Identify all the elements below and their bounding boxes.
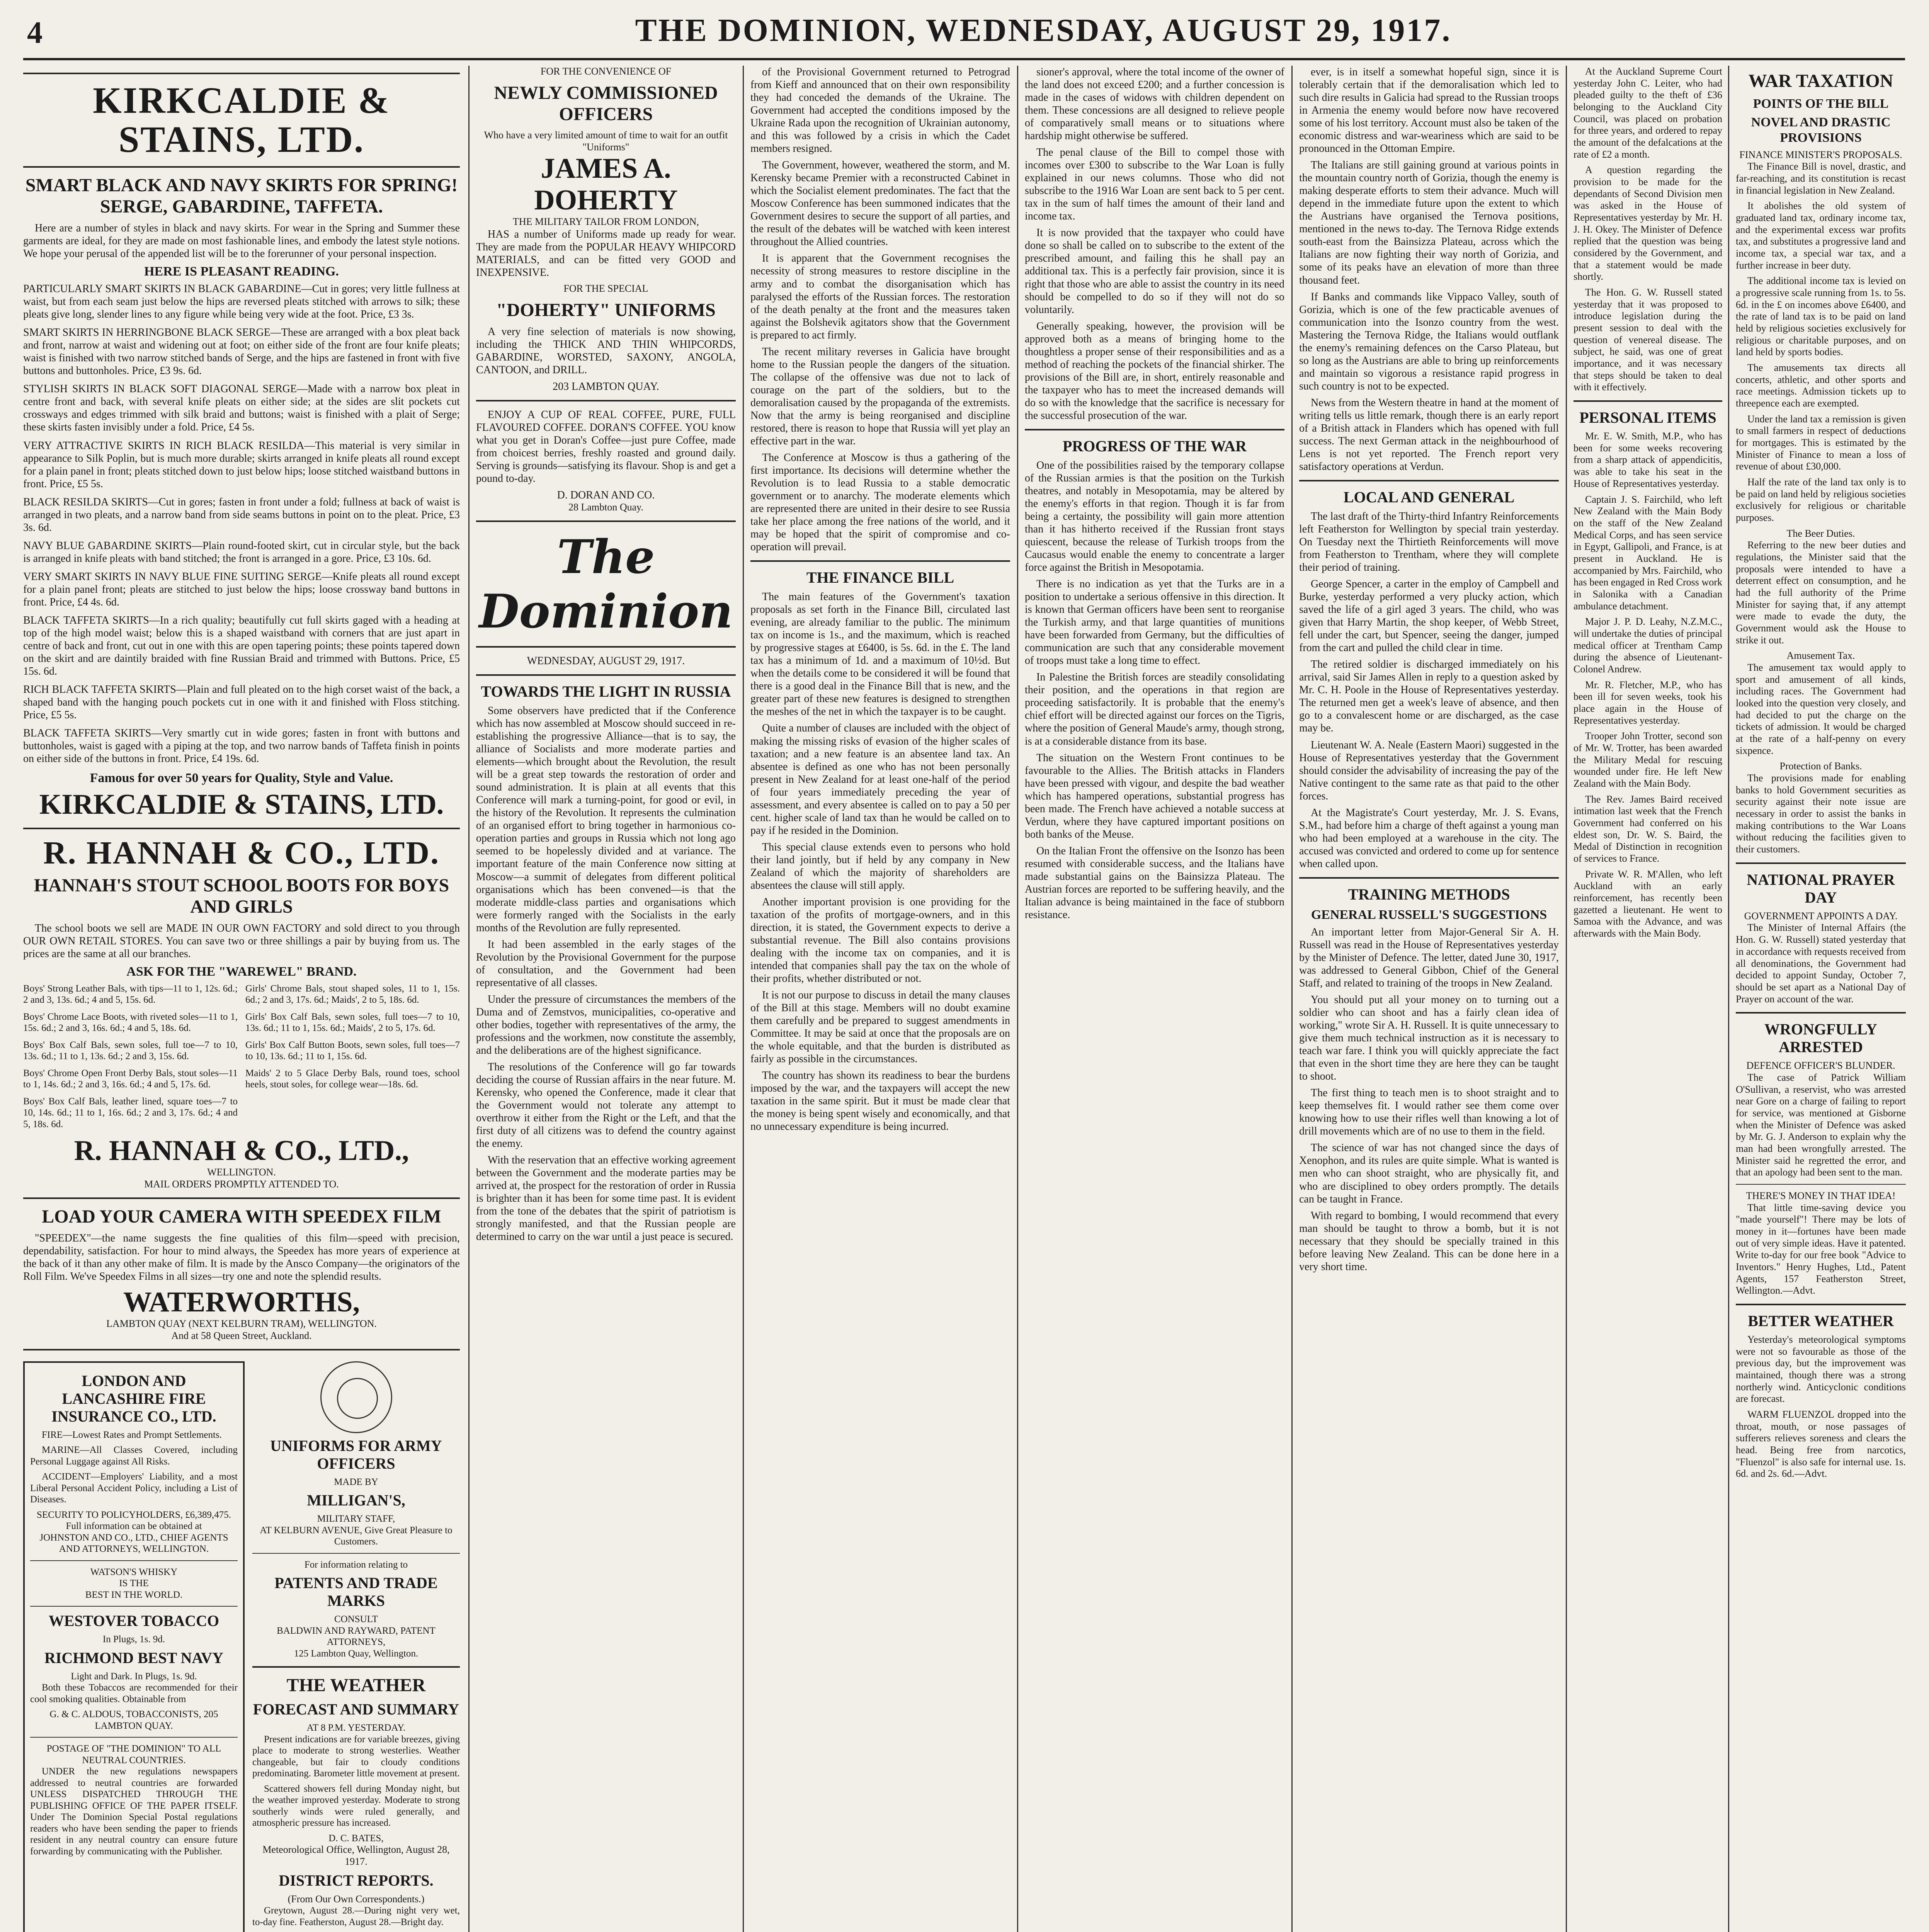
column-6 — [1573, 66, 1722, 1932]
amusement-head: Amusement Tax. — [1786, 650, 1855, 662]
finance-para: Another important provision is one providing for the taxation of the profits of mortgage-owners, and in this direction, it is stated, the Government expects to derive a substantial revenue. The Bill also contains provisions dealing with the income tax on companies, and it is intended that companies shall pay the tax on the whole of their profits, whether distributed or not. — [750, 896, 1010, 985]
war-para: There is no indication as yet that the Turks are in a position to undertake a serious offensive in this direction. It is known that German officers have been sent to reorganise the Turkish army, and that large quantities of munitions have been forwarded from Germany, but the difficulties of communication are such that any considerable movement of troops must take a long time to effect. — [1025, 578, 1284, 667]
war-para: One of the possibilities raised by the temporary collapse of the Russian armies is that the position on the Turkish theatres, and notably in Mesopotamia, may be altered by the enemy's efforts in that region. Though it is far from being a certainty, the possibility will gain more attention than it has hitherto received if the Russian front stays quiescent, because the release of Turkish troops from the Caucasus would enable the enemy to concentrate a larger force against the British in Mesopotamia. — [1025, 459, 1284, 574]
skirt-item: BLACK RESILDA SKIRTS—Cut in gores; fasten in front under a fold; fullness at back of waist is arranged in two pleats, and a narrow band from side seams buttons in point on to the pleat. Price, £3 3s. 6d. — [23, 496, 460, 534]
paper-date: WEDNESDAY, AUGUST 29, 1917. — [527, 655, 685, 667]
editorial-para: It had been assembled in the early stages of the Revolution by the Provisional Government for the purpose of consultation, and the Government had been representative of all classes. — [476, 938, 736, 989]
editorial-para: The resolutions of the Conference will go far towards deciding the course of Russian affairs in the near future. M. Kerensky, who opened the Conference, made it clear that the Government would not tolerate any attempt to overthrow it either from the Right or the Left, and that the first duty of all citizens was to defend the country against the enemy. — [476, 1061, 736, 1150]
masthead-title: THE DOMINION, WEDNESDAY, AUGUST 29, 1917. — [635, 12, 1452, 48]
hannah-footer: MAIL ORDERS PROMPTLY ATTENDED TO. — [144, 1179, 339, 1190]
doherty-trade: THE MILITARY TAILOR FROM LONDON, — [513, 216, 699, 228]
personal-para: The Rev. James Baird received intimation last week that the French Government had conferred on his eldest son, Dr. W. S. Baird, the Medal of Distinction in recognition of services to France. — [1573, 793, 1722, 864]
weather-sub: FORECAST AND SUMMARY — [253, 1701, 459, 1718]
kirkcaldie-name-repeat: KIRKCALDIE & STAINS, LTD. — [39, 789, 444, 821]
hannah-name: R. HANNAH & CO., LTD. — [43, 835, 440, 871]
taxation-para: The amusements tax directs all concerts, athletic, and other sports and race meetings. Admission tickets up to threepence each are exempted. — [1736, 362, 1906, 409]
patent-idea-head: THERE'S MONEY IN THAT IDEA! — [1746, 1190, 1896, 1201]
article-para: The recent military reverses in Galicia have brought home to the Russian people the dangers of the situation. The collapse of the offensive was due not to lack of courage on the part of the soldiers, but to the demoralisation caused by the propaganda of the extremists. Now that the army is being reorganised and discipline restored, there is reason to hope that Russia will yet play an effective part in the war. — [750, 345, 1010, 447]
personal-para: Major J. P. D. Leahy, N.Z.M.C., will undertake the duties of principal medical officer at Trentham Camp during the absence of Lieutenant-Colonel Andrew. — [1573, 616, 1722, 675]
insurance-item: MARINE—All Classes Covered, including Personal Luggage against All Risks. — [30, 1445, 238, 1467]
hannah-brand: ASK FOR THE "WAREWEL" BRAND. — [126, 964, 357, 979]
skirt-item: NAVY BLUE GABARDINE SKIRTS—Plain round-footed skirt, cut in circular style, but the back is arranged in knife pleats with band stitched; the front is arranged in a gore. Price, £3 10s. 6d. — [23, 539, 460, 565]
personal-head: PERSONAL ITEMS — [1579, 409, 1716, 427]
arrested-sub: DEFENCE OFFICER'S BLUNDER. — [1746, 1060, 1895, 1071]
article-para: The Conference at Moscow is thus a gathering of the first importance. Its decisions will determine whether the Revolution is to lead Russia to a stable democratic government or to anarchy. The moderate elements which are represented there are united in their desire to see Russia take her place among the free nations of the world, and it may be hoped that the spirit of compromise and co-operation will prevail. — [750, 451, 1010, 553]
arrested-body: The case of Patrick William O'Sullivan, a reservist, who was arrested near Gore on a charge of failing to report for service, was mentioned at Gisborne when the Minister of Defence was asked by Mr. G. J. Anderson to explain why the man had been wrongfully arrested. The Minister said he regretted the error, and that an apology had been sent to the man. — [1736, 1071, 1906, 1178]
boot-item: Boys' Box Calf Bals, leather lined, square toes—7 to 10, 14s. 6d.; 11 to 1, 16s. 6d.; 2 and 3, 17s. 6d.; 4 and 5, 18s. 6d. — [23, 1096, 238, 1129]
war-para: On the Italian Front the offensive on the Isonzo has been resumed with considerable success, and the Italians have made substantial gains on the Bainsizza Plateau. The Austrian forces are reported to be suffering heavily, and the Italian advance is being maintained in the face of stubborn resistance. — [1025, 845, 1284, 921]
postage-body: UNDER the new regulations newspapers addressed to neutral countries are forwarded UNLESS DISPATCHED THROUGH THE PUBLISHING OFFICE OF THE PAPER ITSELF. Under The Dominion Special Postal regulations readers who have been sending the paper to friends resident in any neutral country can ensure future forwarding by communicating with the Publisher. — [30, 1766, 238, 1857]
waterworths-address2: And at 58 Queen Street, Auckland. — [171, 1330, 312, 1342]
article-para: The Italians are still gaining ground at various points in the mountain country north of Gorizia, though the enemy is making desperate efforts to stem their advance. Much will depend in the immediate future upon the extent to which the Austrians have organised the Ternova positions, mentioned in the news to-day. The Ternova Ridge extends south-east from the Bainsizza Plateau, across which the Italians are now fighting their way north of Gorizia, and some of its peaks have an elevation of more than three thousand feet. — [1299, 159, 1559, 286]
kirkcaldie-headline: SMART BLACK AND NAVY SKIRTS FOR SPRING! SERGE, GABARDINE, TAFFETA. — [25, 175, 458, 217]
banks-head: Protection of Banks. — [1779, 760, 1862, 772]
hannah-city: WELLINGTON. — [207, 1167, 276, 1178]
tobacco-agent: G. & C. ALDOUS, TOBACCONISTS, 205 LAMBTON QUAY. — [49, 1709, 218, 1731]
kirkcaldie-name: KIRKCALDIE & STAINS, LTD. — [93, 80, 390, 160]
weather-head: THE WEATHER — [286, 1675, 426, 1696]
richmond-name: RICHMOND BEST NAVY — [44, 1649, 224, 1667]
insurance-info: Full information can be obtained at — [66, 1521, 202, 1532]
military-head: UNIFORMS FOR ARMY OFFICERS — [270, 1437, 442, 1472]
speedex-headline: LOAD YOUR CAMERA WITH SPEEDEX FILM — [42, 1206, 441, 1227]
prayer-day-head: NATIONAL PRAYER DAY — [1747, 871, 1895, 906]
military-ad — [252, 1357, 460, 1932]
finance-para: It is not our purpose to discuss in detail the many clauses of the Bill at this stage. Members will no doubt examine them carefully and be prepared to suggest amendments in Committee. It may be said at once that the proposals are on the whole equitable, and that the burden is distributed as fairly as possible in the circumstances. — [750, 989, 1010, 1065]
training-para: With regard to bombing, I would recommend that every man should be taught to throw a bomb, but it is not necessary that they should be specially trained in this before leaving New Zealand. This can be done here in a very short time. — [1299, 1209, 1559, 1273]
boot-item: Boys' Box Calf Bals, sewn soles, full toe—7 to 10, 13s. 6d.; 11 to 1, 13s. 6d.; 2 and 3, 15s. 6d. — [23, 1039, 238, 1061]
patents-firm: BALDWIN AND RAYWARD, PATENT ATTORNEYS, — [277, 1625, 435, 1648]
hannah-headline: HANNAH'S STOUT SCHOOL BOOTS FOR BOYS AND GIRLS — [34, 875, 449, 917]
war-progress-head: PROGRESS OF THE WAR — [1062, 437, 1247, 455]
boot-item: Boys' Strong Leather Bals, with tips—11 to 1, 12s. 6d.; 2 and 3, 13s. 6d.; 4 and 5, 15s. 6d. — [23, 983, 238, 1005]
war-taxation-sub2: NOVEL AND DRASTIC PROVISIONS — [1751, 115, 1891, 145]
doherty-special: FOR THE SPECIAL — [563, 282, 648, 294]
boot-item: Girls' Box Calf Button Boots, sewn soles, full toes—7 to 10, 13s. 6d.; 11 to 1, 15s. 6d. — [245, 1039, 460, 1061]
column-rule — [1291, 66, 1293, 1932]
war-taxation-sub3: FINANCE MINISTER'S PROPOSALS. — [1739, 149, 1902, 160]
whisky-line: IS THE — [119, 1578, 149, 1589]
personal-para: Private W. R. M'Allen, who left Auckland with an early reinforcement, has recently been gazetted a lieutenant. He went to Samoa with the Advance, and was afterwards with the Main Body. — [1573, 868, 1722, 939]
doherty-special-body: A very fine selection of materials is now showing, including the THICK AND THIN WHIPCORDS, GABARDINE, WORSTED, SAXONY, ANGOLA, CANTOON, and DRILL. — [476, 325, 736, 376]
article-para: Generally speaking, however, the provision will be approved both as a means of bringing home to the thoughtless a proper sense of their responsibilities and as a method of reaching the pockets of the financial shirker. The provisions of the Bill are, in short, entirely reasonable and the taxpayer who has to meet the increased demands will do so with the knowledge that the sacrifice is necessary for the successful prosecution of the war. — [1025, 320, 1284, 422]
article-para: sioner's approval, where the total income of the owner of the land does not exceed £200; and a further concession is made in the cases of widows with children dependent on them. These concessions are all designed to relieve people of comparatively small means or to situations where hardship might otherwise be suffered. — [1025, 66, 1284, 142]
personal-para: Mr. R. Fletcher, M.P., who has been ill for seven weeks, took his place again in the House of Representatives yesterday. — [1573, 679, 1722, 726]
finance-para: This special clause extends even to persons who hold their land jointly, but if held by any company in New Zealand of which the majority of shareholders are absentees the clause will still apply. — [750, 841, 1010, 891]
training-para: The first thing to teach men is to shoot straight and to keep themselves fit. I would rather see them come over knowing how to use their rifles well than knowing a lot of drill movements which are of no use to them in the field. — [1299, 1087, 1559, 1138]
weather-sig2: Meteorological Office, Wellington, August 28, 1917. — [262, 1844, 450, 1867]
editorial-para: Some observers have predicted that if the Conference which has now assembled at Moscow should succeed in re-establishing the progressive Alliance—that is to say, the alliance of Socialists and more moderate parties and elements—which brought about the Revolution, the result will be a great step towards the restoration of order and sound administration. It is plain at all events that this Conference will mark a turning-point, for good or evil, in the history of the Revolution. It represents the culmination of an organised effort to bring together in harmonious co-operation parties and groups in Russia which not long ago seemed to be hopelessly divided and at variance. The important feature of the main Conference now sitting at Moscow—a summit of delegates from different political organisations which has been convened—is that the moderate middle-class parties and organisations which were formerly ranged with the Socialists in the early months of the Revolution are fully represented. — [476, 705, 736, 934]
doherty-name: JAMES A. DOHERTY — [534, 153, 678, 216]
doherty-address: 203 LAMBTON QUAY. — [553, 380, 659, 393]
military-addr: AT KELBURN AVENUE, Give Great Pleasure to Customers. — [260, 1525, 452, 1547]
doherty-sub: Who have a very limited amount of time to wait for an outfit "Uniforms" — [484, 129, 728, 153]
finance-head: THE FINANCE BILL — [806, 569, 954, 587]
crest-icon — [320, 1361, 392, 1433]
hannah-name-repeat: R. HANNAH & CO., LTD., — [74, 1135, 409, 1167]
insurance-ad — [23, 1361, 245, 1932]
weather-body2: Scattered showers fell during Monday night, but the weather improved yesterday. Moderate to strong southerly winds were ruled generally, and atmospheric pressure has increased. — [252, 1783, 460, 1828]
waterworths-name: WATERWORTHS, — [123, 1286, 360, 1318]
column-rule — [468, 66, 469, 1932]
column-rule — [1728, 66, 1729, 1932]
article-para: News from the Western theatre in hand at the moment of writing tells us little remark, though there is an early report of a British attack in Flanders which has opened with full success. The next German attack in the neighbourhood of Lens is not yet reported. The French report very satisfactory operations at Verdun. — [1299, 396, 1559, 473]
district-body: Greytown, August 28.—During night very wet, to-day fine. Featherston, August 28.—Bright day. — [252, 1905, 460, 1927]
patents-addr: 125 Lambton Quay, Wellington. — [294, 1648, 418, 1659]
banks-body: The provisions made for enabling banks to hold Government securities as security against their note issue are necessary in order to assist the banks in making contributions to the War Loans without reducing the facilities given to their customers. — [1736, 772, 1906, 855]
personal-para: Mr. E. W. Smith, M.P., who has been for some weeks recovering from a sharp attack of appendicitis, was able to take his seat in the House of Representatives yesterday. — [1573, 430, 1722, 489]
article-para: It is now provided that the taxpayer who could have done so shall be called on to subscribe to the extent of the prescribed amount, and failing this he shall pay an additional tax. This is a perfectly fair provision, since it is right that those who are able to assist the country in its need should be compelled to do so if they will not do so voluntarily. — [1025, 227, 1284, 316]
skirt-item: BLACK TAFFETA SKIRTS—Very smartly cut in wide gores; fasten in front with buttons and buttonholes, waist is gaged with a piping at the top, and two narrow bands of Taffeta finish in points on either side of the buttons in front. Price, £4 19s. 6d. — [23, 727, 460, 765]
richmond-sub: Light and Dark. In Plugs, 1s. 9d. — [71, 1671, 197, 1682]
coffee-body: ENJOY A CUP OF REAL COFFEE, PURE, FULL FLAVOURED COFFEE. DORAN'S COFFEE. YOU know what you get in Doran's Coffee—just pure Coffee, made from choicest berries, freshly roasted and ground daily. Serving is grounds—satisfying its flavour. Shop is and get a pound to-day. — [476, 408, 736, 485]
skirt-item: SMART SKIRTS IN HERRINGBONE BLACK SERGE—These are arranged with a box pleat back and front, narrow at waist and widening out at foot; on either side of the front are four knife pleats; waist is finished with two narrow stitched bands of Serge, and the hips are fastened in front with five buttons and buttonholes. Price, £3 9s. 6d. — [23, 327, 460, 377]
column-7 — [1736, 66, 1906, 1932]
doherty-special-name: "DOHERTY" UNIFORMS — [496, 299, 716, 320]
insurance-item: ACCIDENT—Employers' Liability, and a most Liberal Personal Accident Policy, including a List of Diseases. — [30, 1471, 238, 1505]
training-para: An important letter from Major-General Sir A. H. Russell was read in the House of Representatives yesterday by the Minister of Defence. The letter, dated June 30, 1917, was addressed to General Gibbon, Chief of the General Staff, and related to training of the troops in New Zealand. — [1299, 926, 1559, 990]
prayer-day-sub: GOVERNMENT APPOINTS A DAY. — [1744, 910, 1898, 922]
local-head: LOCAL AND GENERAL — [1343, 488, 1515, 506]
whisky-line: BEST IN THE WORLD. — [85, 1589, 183, 1600]
coffee-addr: 28 Lambton Quay. — [568, 502, 643, 513]
training-sub: GENERAL RUSSELL'S SUGGESTIONS — [1311, 907, 1547, 922]
war-taxation-head: WAR TAXATION — [1748, 71, 1893, 91]
weather-time: AT 8 P.M. YESTERDAY. — [306, 1723, 406, 1733]
local-para: The last draft of the Thirty-third Infantry Reinforcements left Featherston for Wellington by special train yesterday. On Tuesday next the Thirtieth Reinforcements will move from Featherston to Trentham, where they will complete their period of training. — [1299, 510, 1559, 574]
editorial-para: Under the pressure of circumstances the members of the Duma and of Zemstvos, municipalities, co-operative and other bodies, together with representatives of the army, the professions and the workmen, now constitute the assembly, and the deliberations are of the highest significance. — [476, 993, 736, 1056]
war-taxation-sub1: POINTS OF THE BILL — [1753, 97, 1889, 111]
kirkcaldie-subhead: HERE IS PLEASANT READING. — [144, 264, 339, 279]
boot-item: Girls' Box Calf Bals, sewn soles, full toes—7 to 10, 13s. 6d.; 11 to 1, 15s. 6d.; Maids', 2 to 5, 17s. 6d. — [245, 1011, 460, 1033]
patents-intro: For information relating to — [304, 1559, 408, 1570]
prayer-day-body: The Minister of Internal Affairs (the Hon. G. W. Russell) stated yesterday that in accordance with requests received from all denominations, the Government had decided to appoint Sunday, October 7, should be set apart as a National Day of Prayer on account of the war. — [1736, 922, 1906, 1005]
patents-consult: CONSULT — [334, 1614, 378, 1625]
training-para: The science of war has not changed since the days of Xenophon, and its rules are quite simple. What is wanted is men who can shoot straight, who are physically fit, and who are disciplined to obey orders promptly. The details can be taught in France. — [1299, 1142, 1559, 1205]
military-sub: MADE BY — [334, 1476, 378, 1487]
local-para: Lieutenant W. A. Neale (Eastern Maori) suggested in the House of Representatives yesterday that the Government should consider the advisability of increasing the pay of the Native contingent to the same rate as that paid to the other forces. — [1299, 739, 1559, 802]
military-name: MILLIGAN'S, — [307, 1492, 405, 1509]
skirt-item: RICH BLACK TAFFETA SKIRTS—Plain and full pleated on to the high corset waist of the back, a shaped band with the hanging pouch pockets cut in one with it and finished with Floss stitching. Price, £5 5s. — [23, 684, 460, 721]
skirt-item: VERY ATTRACTIVE SKIRTS IN RICH BLACK RESILDA—This material is very similar in appearance to Silk Poplin, but is much more durable; skirts arranged in knife pleats all round except for a plain panel in front; pleats stitched down to just below hips; loose stitched waistband buttons in front. Price, £5 5s. — [23, 439, 460, 490]
column-2 — [476, 66, 736, 1932]
doherty-body: HAS a number of Uniforms made up ready for wear. They are made from the POPULAR HEAVY WHIPCORD MATERIALS, and can be fitted very GOOD and INEXPENSIVE. — [476, 228, 736, 279]
westover-name: WESTOVER TOBACCO — [48, 1612, 219, 1630]
article-para: The penal clause of the Bill to compel those with incomes over £300 to subscribe to the War Loan is fully explained in our news columns. Those who did not subscribe to the 1916 War Loan are sent back to 5 per cent. tax in the sum of half times the amount of their land and income tax. — [1025, 146, 1284, 223]
editorial-head: TOWARDS THE LIGHT IN RUSSIA — [481, 683, 731, 701]
column-rule — [1017, 66, 1018, 1932]
column-rule — [1566, 66, 1567, 1932]
column-4 — [1025, 66, 1284, 1932]
military-name2: MILITARY STAFF, — [317, 1514, 395, 1524]
weather-body: Present indications are for variable breezes, giving place to moderate to strong westerlies. Weather changeable, but fair to cloudy conditions predominating. Barometer little movement at present. — [252, 1734, 460, 1779]
insurance-item: FIRE—Lowest Rates and Prompt Settlements. — [42, 1429, 222, 1440]
skirt-item: PARTICULARLY SMART SKIRTS IN BLACK GABARDINE—Cut in gores; very little fullness at waist, but from each seam just below the hips are reversed pleats stitched with arrows to silk; these pleats give long, slender lines to any figure while being very wide at the foot. Price, £3 3s. — [23, 283, 460, 321]
column-5 — [1299, 66, 1559, 1932]
article-para: The Hon. G. W. Russell stated yesterday that it was proposed to introduce legislation during the present session to deal with the question of venereal disease. The subject, he said, was one of great importance, and it was necessary that steps should be taken to deal with it effectively. — [1573, 287, 1722, 393]
finance-para: The country has shown its readiness to bear the burdens imposed by the war, and the taxpayers will accept the new taxation in the same spirit. But it must be made clear that the money is being spent wisely and economically, and that no unnecessary expenditure is being incurred. — [750, 1070, 1010, 1133]
coffee-name: D. DORAN AND CO. — [557, 489, 655, 502]
war-para: In Palestine the British forces are steadily consolidating their position, and the operations in that region are proceeding satisfactorily. It is probable that the enemy's chief effort will be directed against our forces on the Tigris, where the position of General Maude's army, though strong, is at a considerable distance from its base. — [1025, 671, 1284, 747]
skirt-item: VERY SMART SKIRTS IN NAVY BLUE FINE SUITING SERGE—Knife pleats all round except for a plain panel front; pleats are stitched to just below the hips; loose crossway band buttons in front. Price, £4 4s. 6d. — [23, 570, 460, 608]
beer-duties-head: The Beer Duties. — [1786, 527, 1855, 539]
ads-column-left — [23, 66, 460, 1932]
training-head: TRAINING METHODS — [1348, 885, 1510, 903]
westover-sub: In Plugs, 1s. 9d. — [102, 1634, 165, 1645]
doherty-headline: NEWLY COMMISSIONED OFFICERS — [494, 82, 718, 124]
finance-para: Quite a number of clauses are included with the object of making the missing risks of evasion of the higher scales of taxation; and a new feature is an absentee land tax. An absentee is defined as one who has not been personally present in New Zealand for at least one-half of the period of four years immediately preceding the year of assessment, and every absentee is called on to pay a 50 per cent. higher scale of land tax than he would be called on to pay if he resided in the Dominion. — [750, 722, 1010, 837]
article-para: It is apparent that the Government recognises the necessity of strong measures to restore discipline in the army and to combat the disorganisation which has paralysed the efforts of the Russian forces. The restoration of the death penalty at the front and the measures taken against the Bolshevik agitators show that the Government is prepared to act firmly. — [750, 252, 1010, 341]
masthead-rule — [23, 58, 1905, 60]
local-para: George Spencer, a carter in the employ of Campbell and Burke, yesterday performed a very plucky action, which saved the life of a girl aged 3 years. The child, who was given that Harry Martin, the shop keeper, of Webb Street, fell under the cart, but Spencer, seeing the danger, jumped from the cart and pulled the child clear in time. — [1299, 578, 1559, 654]
kirkcaldie-intro: Here are a number of styles in black and navy skirts. For wear in the Spring and Summer these garments are ideal, for they are made on most fashionable lines, and embody the latest style notions. We hope your perusal of the appended list will be to the forerunner of your personal inspection. — [23, 222, 460, 260]
paper-title: The Dominion — [479, 529, 733, 639]
boot-item: Boys' Chrome Open Front Derby Bals, stout soles—11 to 1, 14s. 6d.; 2 and 3, 16s. 6d.; 4 and 5, 17s. 6d. — [23, 1068, 238, 1090]
speedex-body: "SPEEDEX"—the name suggests the fine qualities of this film—speed with precision, dependability, satisfaction. For hour to mind always, the Speedex has more years of experience at the back of it than any other make of film. It is made by the Ansco Company—the originators of the Roll Film. We've Speedex Films in all sizes—try one and note the splendid results. — [23, 1232, 460, 1283]
district-sub: (From Our Own Correspondents.) — [287, 1893, 425, 1905]
article-para: ever, is in itself a somewhat hopeful sign, since it is tolerably certain that if the demoralisation which led to such dire results in Galicia had spread to the Russian troops in Armenia the enemy would before now have recovered some of his lost territory. Account must also be taken of the economic distress and war-weariness which are said to be pronounced in the Ottoman Empire. — [1299, 66, 1559, 155]
tobacco-body: Both these Tobaccos are recommended for their cool smoking qualities. Obtainable from — [30, 1682, 238, 1704]
local-para: At the Magistrate's Court yesterday, Mr. J. S. Evans, S.M., had before him a charge of theft against a young man who had been employed at a warehouse in the city. The accused was convicted and ordered to come up for sentence when called upon. — [1299, 806, 1559, 870]
training-para: You should put all your money on to turning out a soldier who can shoot and has a fairly clean idea of working," wrote Sir A. H. Russell. It is quite unnecessary to give them much technical instruction as it is necessary to teach war fare. I think you will quickly appreciate the fact that even in the short time they are here they can be taught to shoot. — [1299, 994, 1559, 1083]
taxation-para: Under the land tax a remission is given to small farmers in respect of deductions for mortgages. This is estimated by the Minister of Finance to mean a loss of revenue of about £30,000. — [1736, 413, 1906, 472]
editorial-para: With the reservation that an effective working agreement between the Government and the moderate parties may be arrived at, the prospect for the restoration of order in Russia is brighter than it has been for some time past. It is evident from the tone of the debates that the spirit of patriotism is strongly manifested, and that the Russian people are determined to carry on the war until a just peace is secured. — [476, 1154, 736, 1243]
hannah-intro: The school boots we sell are MADE IN OUR OWN FACTORY and sold direct to you through OUR OWN RETAIL STORES. You can save two or three shillings a pair by buying from us. The prices are the same at all our branches. — [23, 922, 460, 960]
taxation-para: Half the rate of the land tax only is to be paid on land held by religious societies exclusively for religious or charitable purposes. — [1736, 476, 1906, 523]
weather-sig: D. C. BATES, — [328, 1833, 384, 1844]
skirt-item: STYLISH SKIRTS IN BLACK SOFT DIAGONAL SERGE—Made with a narrow box pleat in centre front and back, with several knife pleats on either side; at the sides are slit pockets cut crossways and edges trimmed with silk braid and buttons; waist is finished with a plait of Serge; these skirts fasten invisibly under a fold. Price, £4 5s. — [23, 383, 460, 434]
article-para: A question regarding the provision to be made for the dependants of Second Division men was asked in the House of Representatives yesterday by Mr. H. J. H. Okey. The Minister of Defence replied that the question was being considered by the Government, and that a statement would be made shortly. — [1573, 164, 1722, 282]
whisky-line: WATSON'S WHISKY — [90, 1566, 178, 1577]
finance-para: The main features of the Government's taxation proposals as set forth in the Finance Bill, circulated last evening, are already familiar to the public. The minimum tax on income is 1s., and the maximum, which is reached by progressive stages at £6400, is 5s. 6d. in the £. The land tax has a minimum of 1d. and a maximum of 10½d. But when the details come to be considered it will be found that there is a good deal in the Finance Bill that is new, and the greater part of these new features is designed to strengthen the meshes of the net in which the taxpayer is to be caught. — [750, 591, 1010, 718]
boot-item: Girls' Chrome Bals, stout shaped soles, 11 to 1, 15s. 6d.; 2 and 3, 17s. 6d.; Maids', 2 to 5, 18s. 6d. — [245, 983, 460, 1005]
insurance-security: SECURITY TO POLICYHOLDERS, £6,389,475. — [36, 1509, 231, 1520]
amusement-body: The amusement tax would apply to sport and amusement of all kinds, including races. The Government had looked into the question very closely, and had decided to put the charge on the tickets of admission. It would be charged at the rate of a half-penny on every sixpence. — [1736, 662, 1906, 756]
arrested-head: WRONGFULLY ARRESTED — [1764, 1020, 1877, 1056]
column-3 — [750, 66, 1010, 1932]
waterworths-address: LAMBTON QUAY (NEXT KELBURN TRAM), WELLINGTON. — [106, 1318, 377, 1330]
taxation-para: It abolishes the old system of graduated land tax, ordinary income tax, and the experimental excess war profits tax, and substitutes a progressive land and income tax, a special war tax, and a further increase in beer duty. — [1736, 200, 1906, 271]
personal-para: Captain J. S. Fairchild, who left New Zealand with the Main Body on the staff of the New Zealand Medical Corps, and has seen service in Egypt, Gallipoli, and France, is at present in Auckland. He is accompanied by Mrs. Fairchild, who has been engaged in Red Cross work in Salonika with a Canadian ambulance detachment. — [1573, 493, 1722, 612]
article-para: At the Auckland Supreme Court yesterday John C. Leiter, who had pleaded guilty to the theft of £36 belonging to the Auckland City Council, was placed on probation for three years, and ordered to repay the amount of the defalcations at the rate of £2 a month. — [1573, 66, 1722, 160]
postage-head: POSTAGE OF "THE DOMINION" TO ALL NEUTRAL COUNTRIES. — [46, 1743, 221, 1765]
beer-duties-body: Referring to the new beer duties and regulations, the Minister said that the proposals were intended to have a deterrent effect on consumption, and he had the full authority of the Prime Minister for saying that, if any attempt were made to evade the duty, the Government would ask the House to strike it out. — [1736, 539, 1906, 646]
boot-item: Boys' Chrome Lace Boots, with riveted soles—11 to 1, 15s. 6d.; 2 and 3, 16s. 6d.; 4 and 5, 18s. 6d. — [23, 1011, 238, 1033]
district-head: DISTRICT REPORTS. — [279, 1871, 434, 1889]
boot-item: Maids' 2 to 5 Glace Derby Bals, round toes, school heels, stout soles, for college wear—18s. 6d. — [245, 1068, 460, 1090]
better-weather-body: Yesterday's meteorological symptoms were not so favourable as those of the previous day, but the improvement was maintained, though there was a strong northerly wind. Anticyclonic conditions are forecast. — [1736, 1333, 1906, 1405]
column-rule — [743, 66, 744, 1932]
article-para: If Banks and commands like Vippaco Valley, south of Gorizia, which is one of the few practicable avenues of communication into the Isonzo country from the west. Mastering the Ternova Ridge, the Italians would outflank the enemy's remaining defences on the Carso Plateau, but so long as the Austrians are able to bring up reinforcements and maintain so vigorous a resistance rapid progress in such country is not to be expected. — [1299, 291, 1559, 392]
local-para: The retired soldier is discharged immediately on his arrival, said Sir James Allen in reply to a question asked by Mr. C. H. Poole in the House of Representatives yesterday. The returned men get a week's leave of absence, and then go to a convalescent home or are discharged, as the case may be. — [1299, 658, 1559, 735]
page-number: 4 — [27, 16, 43, 50]
taxation-para: The additional income tax is levied on a progressive scale running from 1s. to 5s. 6d. in the £ on incomes above £6400, and the rate of land tax is to be paid on land held by religious societies exclusively for religious or charitable purposes, and on land held by sports bodies. — [1736, 275, 1906, 358]
war-para: The situation on the Western Front continues to be favourable to the Allies. The British attacks in Flanders have been pressed with vigour, and despite the bad weather which has hampered operations, substantial progress has been made. The French have achieved a notable success at Verdun, where they have captured important positions on both banks of the Meuse. — [1025, 752, 1284, 840]
skirt-item: BLACK TAFFETA SKIRTS—In a rich quality; beautifully cut full skirts gaged with a heading at top of the high model waist; below this is a shaped waistband with corners that are just apart in centre of back and front, cut out in one with this are open tapering points; these points tapered down on the skirt and are daintily braided with fine Russian Braid and trimmed with Buttons. Price, £5 15s. 6d. — [23, 614, 460, 678]
insurance-agents: JOHNSTON AND CO., LTD., CHIEF AGENTS AND ATTORNEYS, WELLINGTON. — [39, 1532, 228, 1554]
insurance-name: LONDON AND LANCASHIRE FIRE INSURANCE CO., LTD. — [51, 1372, 216, 1425]
patents-head: PATENTS AND TRADE MARKS — [274, 1574, 438, 1610]
personal-para: Trooper John Trotter, second son of Mr. W. Trotter, has been awarded the Military Medal for rescuing wounded under fire. He left New Zealand with the Main Body. — [1573, 730, 1722, 789]
patent-idea-body: That little time-saving device you "made yourself"! There may be lots of money in it—fortunes have been made out of very simple ideas. Have it patented. Write to-day for our free book "Advice to Inventors." Henry Hughes, Ltd., Patent Agents, 157 Featherston Street, Wellington.—Advt. — [1736, 1202, 1906, 1296]
taxation-para: The Finance Bill is novel, drastic, and far-reaching, and its constitution is recast in financial legislation in New Zealand. — [1736, 161, 1906, 196]
article-para: The Government, however, weathered the storm, and M. Kerensky became Premier with a reconstructed Cabinet in which the Socialist element predominates. The fact that the Moscow Conference has been summoned indicates that the Government desires to secure the support of all parties, and the result of the debates will be watched with keen interest throughout the Allied countries. — [750, 159, 1010, 248]
article-para: of the Provisional Government returned to Petrograd from Kieff and announced that on their own responsibility they had conceded the demands of the Ukraine. The Government had accepted the conditions imposed by the Ukraine Rada upon the recognition of Ukrainian autonomy, and this was followed by a crisis in which the Cadet members resigned. — [750, 66, 1010, 155]
doherty-intro: FOR THE CONVENIENCE OF — [540, 66, 672, 77]
fluenzol-ad: WARM FLUENZOL dropped into the throat, mouth, or nose passages of sufferers relieves soreness and clears the head. Being free from narcotics, "Fluenzol" is also safe for internal use. 1s. 6d. and 2s. 6d.—Advt. — [1736, 1408, 1906, 1480]
better-weather-head: BETTER WEATHER — [1748, 1312, 1894, 1330]
kirkcaldie-footer: Famous for over 50 years for Quality, Style and Value. — [90, 771, 393, 786]
